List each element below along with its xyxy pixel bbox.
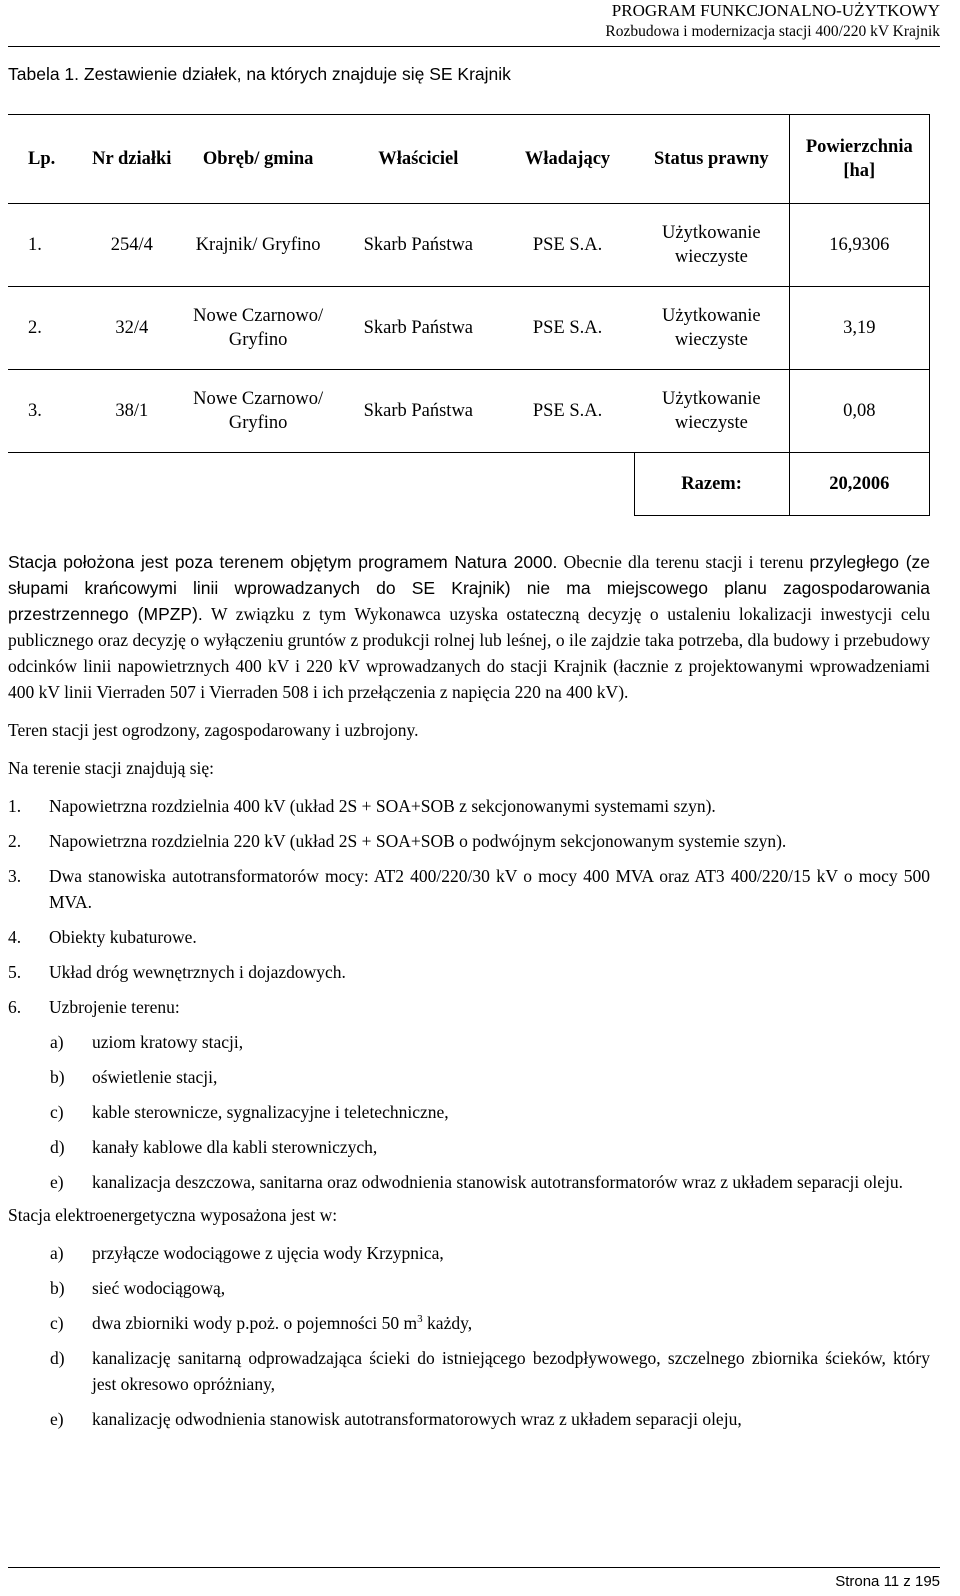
equipment-item-text: przyłącze wodociągowe z ujęcia wody Krzypnica, — [92, 1243, 444, 1263]
paragraph-planning-part3: przyległego (ze słupami krańcowymi linii wprowadzanych do SE Krajnik) nie ma miejscowego planu zagospodarowania przestrzennego (MPZP). — [8, 552, 930, 624]
sub-list-item-text: kanalizacja deszczowa, sanitarna oraz odwodnienia stanowisk autotransformatorów wraz z układem separacji oleju. — [92, 1172, 903, 1192]
sub-list-item — [8, 1169, 930, 1195]
cell-precinct: Nowe Czarnowo/ Gryfino — [181, 370, 336, 453]
equipment-item-letter: b) — [50, 1278, 65, 1298]
paragraph-site-intro: Na terenie stacji znajdują się: — [8, 758, 215, 778]
sub-list-item-text: oświetlenie stacji, — [92, 1067, 218, 1087]
sub-list-item-text: kanały kablowe dla kabli sterowniczych, — [92, 1137, 378, 1157]
sub-list-item-letter: b) — [50, 1067, 65, 1087]
sub-list-item — [8, 1099, 930, 1125]
total-label: Razem: — [634, 453, 789, 516]
sub-list-item-text: uziom kratowy stacji, — [92, 1032, 244, 1052]
plots-table — [8, 114, 930, 516]
paragraph-equipment-intro: Stacja elektroenergetyczna wyposażona jest w: — [8, 1205, 338, 1225]
equipment-item-text: kanalizację sanitarną odprowadzająca ścieki do istniejącego bezodpływowego, szczelnego zbiornika ścieków, który jest okresowo opróżniany, — [92, 1348, 930, 1394]
list-item-number: 4. — [8, 927, 22, 947]
equipment-item — [8, 1310, 930, 1336]
header-cell-area: Powierzchnia [ha] — [789, 115, 929, 204]
paragraph-planning-part2: Obecnie dla terenu stacji i terenu — [557, 552, 810, 572]
cell-plot-number: 32/4 — [83, 287, 181, 370]
cell-legal-status: Użytkowanie wieczyste — [634, 204, 789, 287]
equipment-item-text-suffix: każdy, — [422, 1313, 473, 1333]
list-item-number: 5. — [8, 962, 22, 982]
page-header — [605, 0, 940, 42]
equipment-item-letter: e) — [50, 1409, 64, 1429]
list-item-text: Napowietrzna rozdzielnia 220 kV (układ 2S + SOA+SOB o podwójnym sekcjonowanym systemie szyn). — [49, 831, 787, 851]
list-item-text: Dwa stanowiska autotransformatorów mocy: AT2 400/220/30 kV o mocy 400 MVA oraz AT3 400/220/15 kV o mocy 500 MVA. — [49, 866, 930, 912]
equipment-item — [8, 1345, 930, 1397]
total-spacer — [8, 453, 634, 516]
footer-divider — [8, 1567, 940, 1568]
document-subtitle: Rozbudowa i modernizacja stacji 400/220 kV Krajnik — [605, 23, 940, 40]
list-item-number: 1. — [8, 796, 22, 816]
cell-lp: 1. — [8, 204, 83, 287]
equipment-item-text: sieć wodociągową, — [92, 1278, 226, 1298]
cell-precinct: Krajnik/ Gryfino — [181, 204, 336, 287]
equipment-list — [8, 1240, 930, 1432]
list-item-number: 3. — [8, 866, 22, 886]
list-item — [8, 924, 930, 950]
page-number: Strona 11 z 195 — [835, 1573, 940, 1590]
total-value: 20,2006 — [789, 453, 929, 516]
cell-owner: Skarb Państwa — [336, 287, 501, 370]
cell-owner: Skarb Państwa — [336, 204, 501, 287]
cell-lp: 2. — [8, 287, 83, 370]
equipment-item — [8, 1406, 930, 1432]
list-item-number: 2. — [8, 831, 22, 851]
list-item-number: 6. — [8, 997, 22, 1017]
utilities-list — [8, 1029, 930, 1195]
document-body — [8, 549, 930, 1441]
list-item-text: Napowietrzna rozdzielnia 400 kV (układ 2S + SOA+SOB z sekcjonowanymi systemami szyn). — [49, 796, 716, 816]
sub-list-item-letter: a) — [50, 1032, 64, 1052]
document-title: PROGRAM FUNKCJONALNO-UŻYTKOWY — [611, 1, 940, 20]
header-cell-lp: Lp. — [8, 115, 83, 204]
equipment-item-letter: c) — [50, 1313, 64, 1333]
list-item — [8, 994, 930, 1020]
paragraph-planning — [8, 549, 930, 705]
table-header-row — [8, 115, 930, 204]
list-item — [8, 863, 930, 915]
paragraph-fencing: Teren stacji jest ogrodzony, zagospodarowany i uzbrojony. — [8, 720, 419, 740]
equipment-item-letter: a) — [50, 1243, 64, 1263]
paragraph-planning-part1: Stacja położona jest poza terenem objętym programem Natura 2000. — [8, 552, 558, 572]
list-item — [8, 793, 930, 819]
equipment-item — [8, 1240, 930, 1266]
sub-list-item-letter: c) — [50, 1102, 64, 1122]
cell-holder: PSE S.A. — [501, 204, 634, 287]
cell-owner: Skarb Państwa — [336, 370, 501, 453]
superscript-cubic: 3 — [417, 1313, 423, 1326]
cell-area: 3,19 — [789, 287, 929, 370]
sub-list-item-letter: e) — [50, 1172, 64, 1192]
cell-area: 16,9306 — [789, 204, 929, 287]
header-cell-holder: Władający — [501, 115, 634, 204]
table-row — [8, 370, 930, 453]
sub-list-item-letter: d) — [50, 1137, 65, 1157]
equipment-item-text: dwa zbiorniki wody p.poż. o pojemności 50 m — [92, 1313, 418, 1333]
sub-list-item — [8, 1134, 930, 1160]
header-cell-legal-status: Status prawny — [634, 115, 789, 204]
cell-legal-status: Użytkowanie wieczyste — [634, 287, 789, 370]
equipment-item-text: kanalizację odwodnienia stanowisk autotransformatorowych wraz z układem separacji oleju, — [92, 1409, 742, 1429]
sub-list-item — [8, 1064, 930, 1090]
header-cell-owner: Właściciel — [336, 115, 501, 204]
header-cell-plot-number: Nr działki — [83, 115, 181, 204]
list-item — [8, 828, 930, 854]
table-caption: Tabela 1. Zestawienie działek, na których znajduje się SE Krajnik — [8, 64, 511, 84]
cell-holder: PSE S.A. — [501, 370, 634, 453]
header-cell-precinct: Obręb/ gmina — [181, 115, 336, 204]
cell-plot-number: 38/1 — [83, 370, 181, 453]
cell-precinct: Nowe Czarnowo/ Gryfino — [181, 287, 336, 370]
site-items-list — [8, 793, 930, 1020]
header-divider — [8, 46, 940, 47]
cell-holder: PSE S.A. — [501, 287, 634, 370]
equipment-item-letter: d) — [50, 1348, 65, 1368]
table-row — [8, 287, 930, 370]
equipment-item — [8, 1275, 930, 1301]
sub-list-item-text: kable sterownicze, sygnalizacyjne i teletechniczne, — [92, 1102, 449, 1122]
table-row — [8, 204, 930, 287]
cell-lp: 3. — [8, 370, 83, 453]
list-item-text: Obiekty kubaturowe. — [49, 927, 197, 947]
list-item — [8, 959, 930, 985]
list-item-text: Uzbrojenie terenu: — [49, 997, 180, 1017]
table-total-row — [8, 453, 930, 516]
cell-legal-status: Użytkowanie wieczyste — [634, 370, 789, 453]
cell-plot-number: 254/4 — [83, 204, 181, 287]
sub-list-item — [8, 1029, 930, 1055]
cell-area: 0,08 — [789, 370, 929, 453]
list-item-text: Układ dróg wewnętrznych i dojazdowych. — [49, 962, 346, 982]
paragraph-planning-part4: W związku z tym Wykonawca uzyska ostateczną decyzję o ustaleniu lokalizacji inwestycji celu publicznego oraz decyzję o wyłączeniu gruntów z produkcji rolnej lub leśnej, o ile zajdzie taka potrzeba, dla budowy i przebudowy odcinków linii napowietrznych 400 kV i 220 kV wprowadzanych do stacji Krajnik (łacznie z projektowanymi wprowadzeniami 400 kV linii Vierraden 507 i Vierraden 508 i ich przełączenia z napięcia 220 na 400 kV). — [8, 604, 930, 702]
